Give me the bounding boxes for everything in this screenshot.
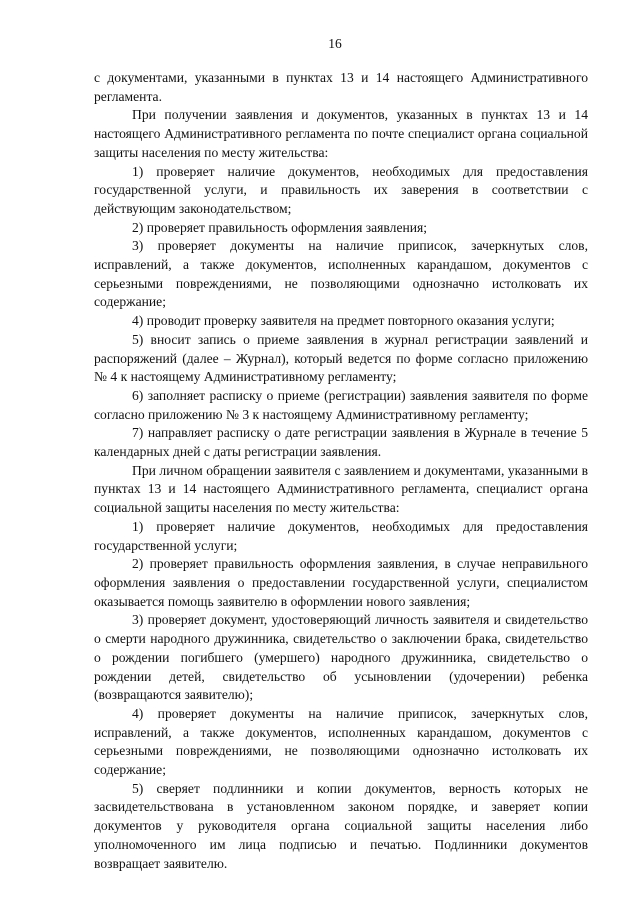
list-item: 3) проверяет документ, удостоверяющий личность заявителя и свидетельство о смерти народного дружинника, свидетельство о заключении брака, свидетельство о рождении погибшего (умершего) народного дружинника, свидетельство о рождении детей, свидетельство об усыновлении (удочерении) ребенка (возвращаются заявителю); — [94, 612, 588, 703]
list-item: 3) проверяет документы на наличие приписок, зачеркнутых слов, исправлений, а также документов, исполненных карандашом, документов с серьезными повреждениями, не позволяющими однозначно истолковать их содержание; — [94, 238, 588, 310]
list-item: 1) проверяет наличие документов, необходимых для предоставления государственной услуги; — [94, 518, 588, 553]
page-number: 16 — [328, 36, 342, 51]
list-item: 1) проверяет наличие документов, необходимых для предоставления государственной услуги, и правильность их заверения в соответствии с действующим законодательством; — [94, 163, 588, 216]
list-item: 5) сверяет подлинники и копии документов, верность которых не засвидетельствована в установленном законом порядке, и заверяет копии документов у руководителя органа социальной защиты населения либо уполномоченного им лица подписью и печатью. Подлинники документов возвращает заявителю. — [94, 780, 588, 871]
paragraph: При получении заявления и документов, указанных в пунктах 13 и 14 настоящего Административного регламента по почте специалист органа социальной защиты населения по месту жительства: — [94, 107, 588, 160]
paragraph: с документами, указанными в пунктах 13 и 14 настоящего Административного регламента. — [94, 70, 588, 104]
list-item: 2) проверяет правильность оформления заявления, в случае неправильного оформления заявления о предоставлении государственной услуги, специалистом оказывается помощь заявителю в оформлении нового заявления; — [94, 556, 588, 609]
list-item: 6) заполняет расписку о приеме (регистрации) заявления заявителя по форме согласно приложению № 3 к настоящему Административному регламенту; — [94, 387, 588, 422]
list-item: 4) проверяет документы на наличие приписок, зачеркнутых слов, исправлений, а также документов, исполненных карандашом, документов с серьезными повреждениями, не позволяющими однозначно истолковать их содержание; — [94, 705, 588, 778]
list-item: 4) проводит проверку заявителя на предмет повторного оказания услуги; — [132, 313, 555, 329]
list-item: 5) вносит запись о приеме заявления в журнал регистрации заявлений и распоряжений (далее – Журнал), который ведется по форме согласно приложению № 4 к настоящему Административному регламенту; — [94, 331, 588, 385]
paragraph: При личном обращении заявителя с заявлением и документами, указанными в пунктах 13 и 14 настоящего Административного регламента, специалист органа социальной защиты населения по месту жительства: — [94, 462, 588, 516]
list-item: 2) проверяет правильность оформления заявления; — [132, 219, 428, 235]
list-item: 7) направляет расписку о дате регистрации заявления в Журнале в течение 5 календарных дней с даты регистрации заявления. — [94, 425, 588, 460]
